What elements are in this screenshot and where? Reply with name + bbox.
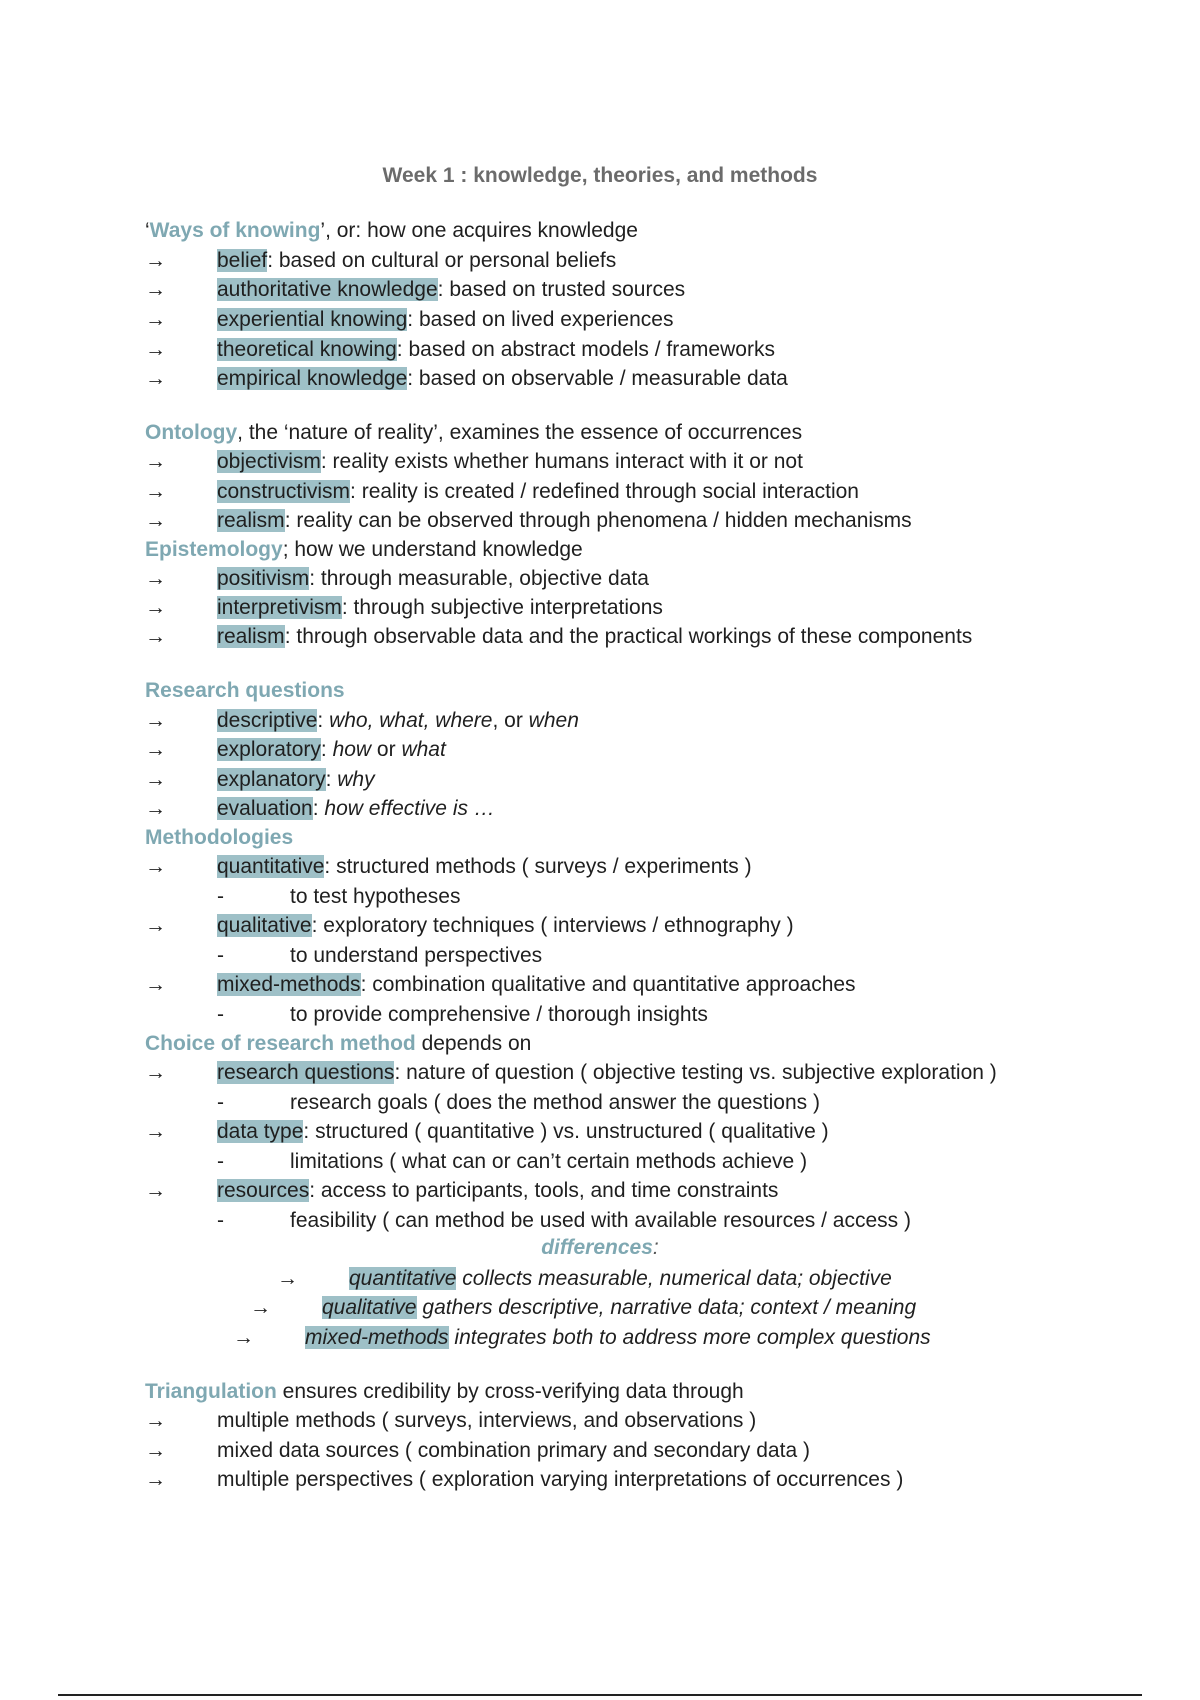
ways-heading-line <box>145 218 638 244</box>
difference-item <box>277 1266 892 1292</box>
desc: multiple perspectives ( exploration varying interpretations of occurrences ) <box>217 1468 904 1491</box>
desc: : combination qualitative and quantitative approaches <box>360 973 856 996</box>
dash-bullet: - <box>217 1209 224 1232</box>
triangulation-heading-line <box>145 1379 744 1405</box>
choice-heading-rest: depends on <box>415 1032 532 1055</box>
differences-heading <box>0 1236 1200 1260</box>
dash-bullet: - <box>217 1150 224 1173</box>
term: exploratory <box>217 738 321 761</box>
arrow-icon: → <box>145 450 166 473</box>
ways-heading: Ways of knowing <box>149 219 321 242</box>
arrow-icon: → <box>145 338 166 361</box>
arrow-icon: → <box>145 596 166 619</box>
desc: : access to participants, tools, and time constraints <box>309 1179 779 1202</box>
question-words: how effective is … <box>324 797 495 820</box>
list-item <box>145 737 446 763</box>
arrow-icon: → <box>250 1296 271 1319</box>
differences-heading-text: differences <box>541 1236 653 1259</box>
desc: : reality can be observed through phenomena / hidden mechanisms <box>284 509 912 532</box>
desc: : structured methods ( surveys / experiments ) <box>324 855 752 878</box>
arrow-icon: → <box>145 855 166 878</box>
desc: : through subjective interpretations <box>341 596 663 619</box>
arrow-icon: → <box>145 367 166 390</box>
list-item <box>145 248 616 274</box>
list-item <box>145 1119 829 1145</box>
desc: : based on trusted sources <box>437 278 686 301</box>
term: constructivism <box>217 480 351 503</box>
term: evaluation <box>217 797 313 820</box>
list-item <box>145 913 794 939</box>
sub-text: to test hypotheses <box>290 885 461 908</box>
page-title: Week 1 : knowledge, theories, and methods <box>382 164 818 187</box>
dash-bullet: - <box>217 885 224 908</box>
term: objectivism <box>217 450 321 473</box>
epistemology-heading: Epistemology <box>145 538 283 561</box>
separator: : <box>325 768 338 791</box>
term: mixed-methods <box>217 973 361 996</box>
list-item <box>145 277 685 303</box>
section-heading: Methodologies <box>145 826 294 849</box>
list-item <box>145 624 972 650</box>
arrow-icon: → <box>233 1326 254 1349</box>
arrow-icon: → <box>145 567 166 590</box>
dash-bullet: - <box>217 1091 224 1114</box>
term: experiential knowing <box>217 308 408 331</box>
desc: : based on cultural or personal beliefs <box>267 249 617 272</box>
ontology-heading: Ontology <box>145 421 238 444</box>
list-item <box>145 1438 810 1464</box>
arrow-icon: → <box>145 1179 166 1202</box>
methodologies-heading <box>145 825 293 851</box>
separator: : <box>312 797 325 820</box>
list-item <box>145 307 673 333</box>
sub-item <box>217 943 542 969</box>
desc: : based on lived experiences <box>407 308 674 331</box>
term: theoretical knowing <box>217 338 397 361</box>
section-heading: Research questions <box>145 679 345 702</box>
question-words: when <box>528 709 579 732</box>
sub-text: limitations ( what can or can’t certain methods achieve ) <box>290 1150 808 1173</box>
ontology-heading-rest: , the ‘nature of reality’, examines the essence of occurrences <box>237 421 803 444</box>
desc: integrates both to address more complex questions <box>448 1326 931 1349</box>
question-words: what <box>401 738 446 761</box>
desc: : reality exists whether humans interact with it or not <box>320 450 803 473</box>
difference-item <box>233 1325 931 1351</box>
arrow-icon: → <box>145 768 166 791</box>
ways-heading-rest: ’, or: how one acquires knowledge <box>320 219 638 242</box>
sub-item <box>217 884 460 910</box>
arrow-icon: → <box>277 1267 298 1290</box>
term: mixed-methods <box>305 1326 449 1349</box>
separator: : <box>317 709 330 732</box>
term: positivism <box>217 567 310 590</box>
open-quote: ‘ <box>145 219 150 242</box>
sub-text: research goals ( does the method answer the questions ) <box>290 1091 820 1114</box>
list-item <box>145 796 495 822</box>
arrow-icon: → <box>145 914 166 937</box>
term: qualitative <box>322 1296 417 1319</box>
sub-text: to provide comprehensive / thorough insights <box>290 1003 708 1026</box>
arrow-icon: → <box>145 1409 166 1432</box>
term: quantitative <box>349 1267 457 1290</box>
term: empirical knowledge <box>217 367 408 390</box>
desc: : based on observable / measurable data <box>407 367 788 390</box>
desc: : reality is created / redefined through social interaction <box>350 480 859 503</box>
term: data type <box>217 1120 304 1143</box>
term: realism <box>217 625 285 648</box>
sub-text: feasibility ( can method be used with available resources / access ) <box>290 1209 911 1232</box>
sub-text: to understand perspectives <box>290 944 543 967</box>
triangulation-heading: Triangulation <box>145 1380 277 1403</box>
desc: multiple methods ( surveys, interviews, and observations ) <box>217 1409 757 1432</box>
term: descriptive <box>217 709 318 732</box>
dash-bullet: - <box>217 944 224 967</box>
sub-item <box>217 1002 708 1028</box>
arrow-icon: → <box>145 709 166 732</box>
term: quantitative <box>217 855 325 878</box>
arrow-icon: → <box>145 480 166 503</box>
epistemology-heading-rest: ; how we understand knowledge <box>282 538 583 561</box>
list-item <box>145 479 859 505</box>
term: explanatory <box>217 768 326 791</box>
ontology-heading-line <box>145 420 802 446</box>
list-item <box>145 337 775 363</box>
sub-item <box>217 1149 807 1175</box>
epistemology-heading-line <box>145 537 583 563</box>
question-words: why <box>337 768 375 791</box>
triangulation-heading-rest: ensures credibility by cross-verifying data through <box>276 1380 744 1403</box>
term: realism <box>217 509 285 532</box>
dash-bullet: - <box>217 1003 224 1026</box>
term: research questions <box>217 1061 395 1084</box>
desc: : based on abstract models / frameworks <box>396 338 775 361</box>
desc: : through measurable, objective data <box>309 567 649 590</box>
list-item <box>145 449 803 475</box>
term: authoritative knowledge <box>217 278 438 301</box>
list-item <box>145 595 663 621</box>
connector: or <box>371 738 402 761</box>
list-item <box>145 366 788 392</box>
arrow-icon: → <box>145 308 166 331</box>
desc: gathers descriptive, narrative data; context / meaning <box>416 1296 917 1319</box>
sub-item <box>217 1208 911 1234</box>
differences-colon: : <box>652 1236 659 1259</box>
desc: : exploratory techniques ( interviews / ethnography ) <box>311 914 794 937</box>
list-item <box>145 508 912 534</box>
list-item <box>145 972 856 998</box>
term: belief <box>217 249 268 272</box>
desc: : through observable data and the practical workings of these components <box>284 625 973 648</box>
list-item <box>145 854 752 880</box>
arrow-icon: → <box>145 1120 166 1143</box>
arrow-icon: → <box>145 1061 166 1084</box>
list-item <box>145 1408 756 1434</box>
desc: : nature of question ( objective testing vs. subjective exploration ) <box>394 1061 997 1084</box>
list-item <box>145 1467 903 1493</box>
arrow-icon: → <box>145 1468 166 1491</box>
list-item <box>145 767 375 793</box>
arrow-icon: → <box>145 1439 166 1462</box>
separator: : <box>320 738 333 761</box>
term: resources <box>217 1179 310 1202</box>
choice-heading-line <box>145 1031 531 1057</box>
desc: : structured ( quantitative ) vs. unstructured ( qualitative ) <box>303 1120 829 1143</box>
term: qualitative <box>217 914 312 937</box>
sub-item <box>217 1090 820 1116</box>
desc: collects measurable, numerical data; objective <box>456 1267 892 1290</box>
arrow-icon: → <box>145 797 166 820</box>
page-bottom-rule <box>58 1694 1142 1696</box>
list-item <box>145 708 579 734</box>
desc: mixed data sources ( combination primary and secondary data ) <box>217 1439 810 1462</box>
research-questions-heading <box>145 678 345 704</box>
arrow-icon: → <box>145 738 166 761</box>
choice-heading: Choice of research method <box>145 1032 416 1055</box>
difference-item <box>250 1295 916 1321</box>
arrow-icon: → <box>145 625 166 648</box>
arrow-icon: → <box>145 278 166 301</box>
arrow-icon: → <box>145 509 166 532</box>
list-item <box>145 566 649 592</box>
arrow-icon: → <box>145 973 166 996</box>
question-words: how <box>332 738 372 761</box>
question-words: who, what, where <box>329 709 493 732</box>
arrow-icon: → <box>145 249 166 272</box>
connector: , or <box>492 709 529 732</box>
term: interpretivism <box>217 596 342 619</box>
list-item <box>145 1060 997 1086</box>
list-item <box>145 1178 778 1204</box>
